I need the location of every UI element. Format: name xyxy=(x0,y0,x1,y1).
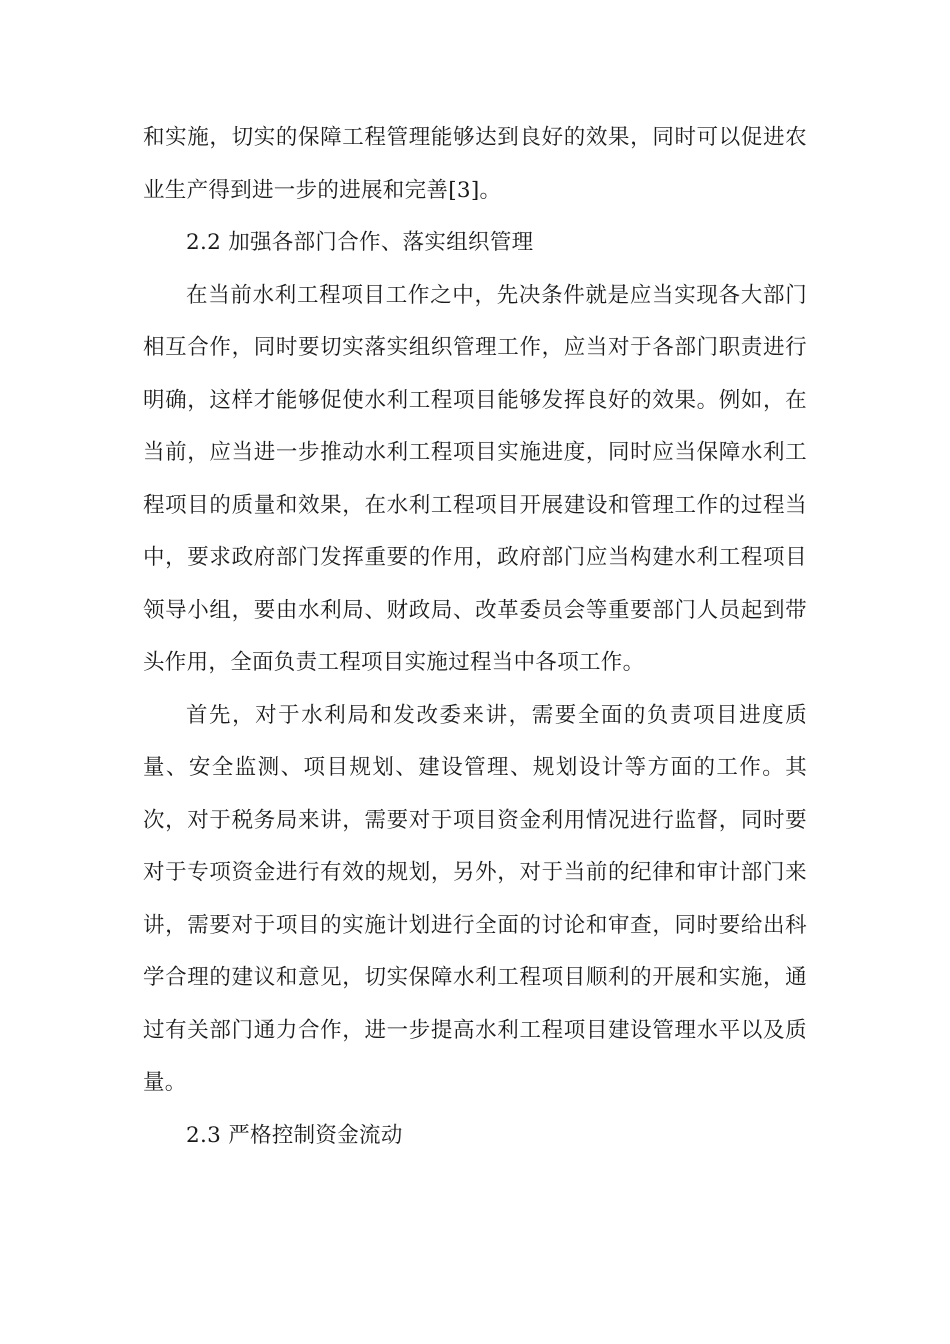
body-paragraph-continued: 和实施，切实的保障工程管理能够达到良好的效果，同时可以促进农业生产得到进一步的进展和完善[3]。 xyxy=(143,125,807,203)
section-heading-2-3: 2.3 严格控制资金流动 xyxy=(186,1122,403,1148)
section-heading-2-2: 2.2 加强各部门合作、落实组织管理 xyxy=(186,230,534,255)
document-body xyxy=(143,112,807,1162)
body-paragraph: 在当前水利工程项目工作之中，先决条件就是应当实现各大部门相互合作，同时要切实落实组织管理工作，应当对于各部门职责进行明确，这样才能够促使水利工程项目能够发挥良好的效果。例如，在当前，应当进一步推动水利工程项目实施进度，同时应当保障水利工程项目的质量和效果，在水利工程项目开展建设和管理工作的过程当中，要求政府部门发挥重要的作用，政府部门应当构建水利工程项目领导小组，要由水利局、财政局、改革委员会等重要部门人员起到带头作用，全面负责工程项目实施过程当中各项工作。 xyxy=(143,282,807,675)
body-paragraph: 首先，对于水利局和发改委来讲，需要全面的负责项目进度质量、安全监测、项目规划、建设管理、规划设计等方面的工作。其次，对于税务局来讲，需要对于项目资金利用情况进行监督，同时要对于专项资金进行有效的规划，另外，对于当前的纪律和审计部门来讲，需要对于项目的实施计划进行全面的讨论和审查，同时要给出科学合理的建议和意见，切实保障水利工程项目顺利的开展和实施，通过有关部门通力合作，进一步提高水利工程项目建设管理水平以及质量。 xyxy=(143,702,807,1095)
